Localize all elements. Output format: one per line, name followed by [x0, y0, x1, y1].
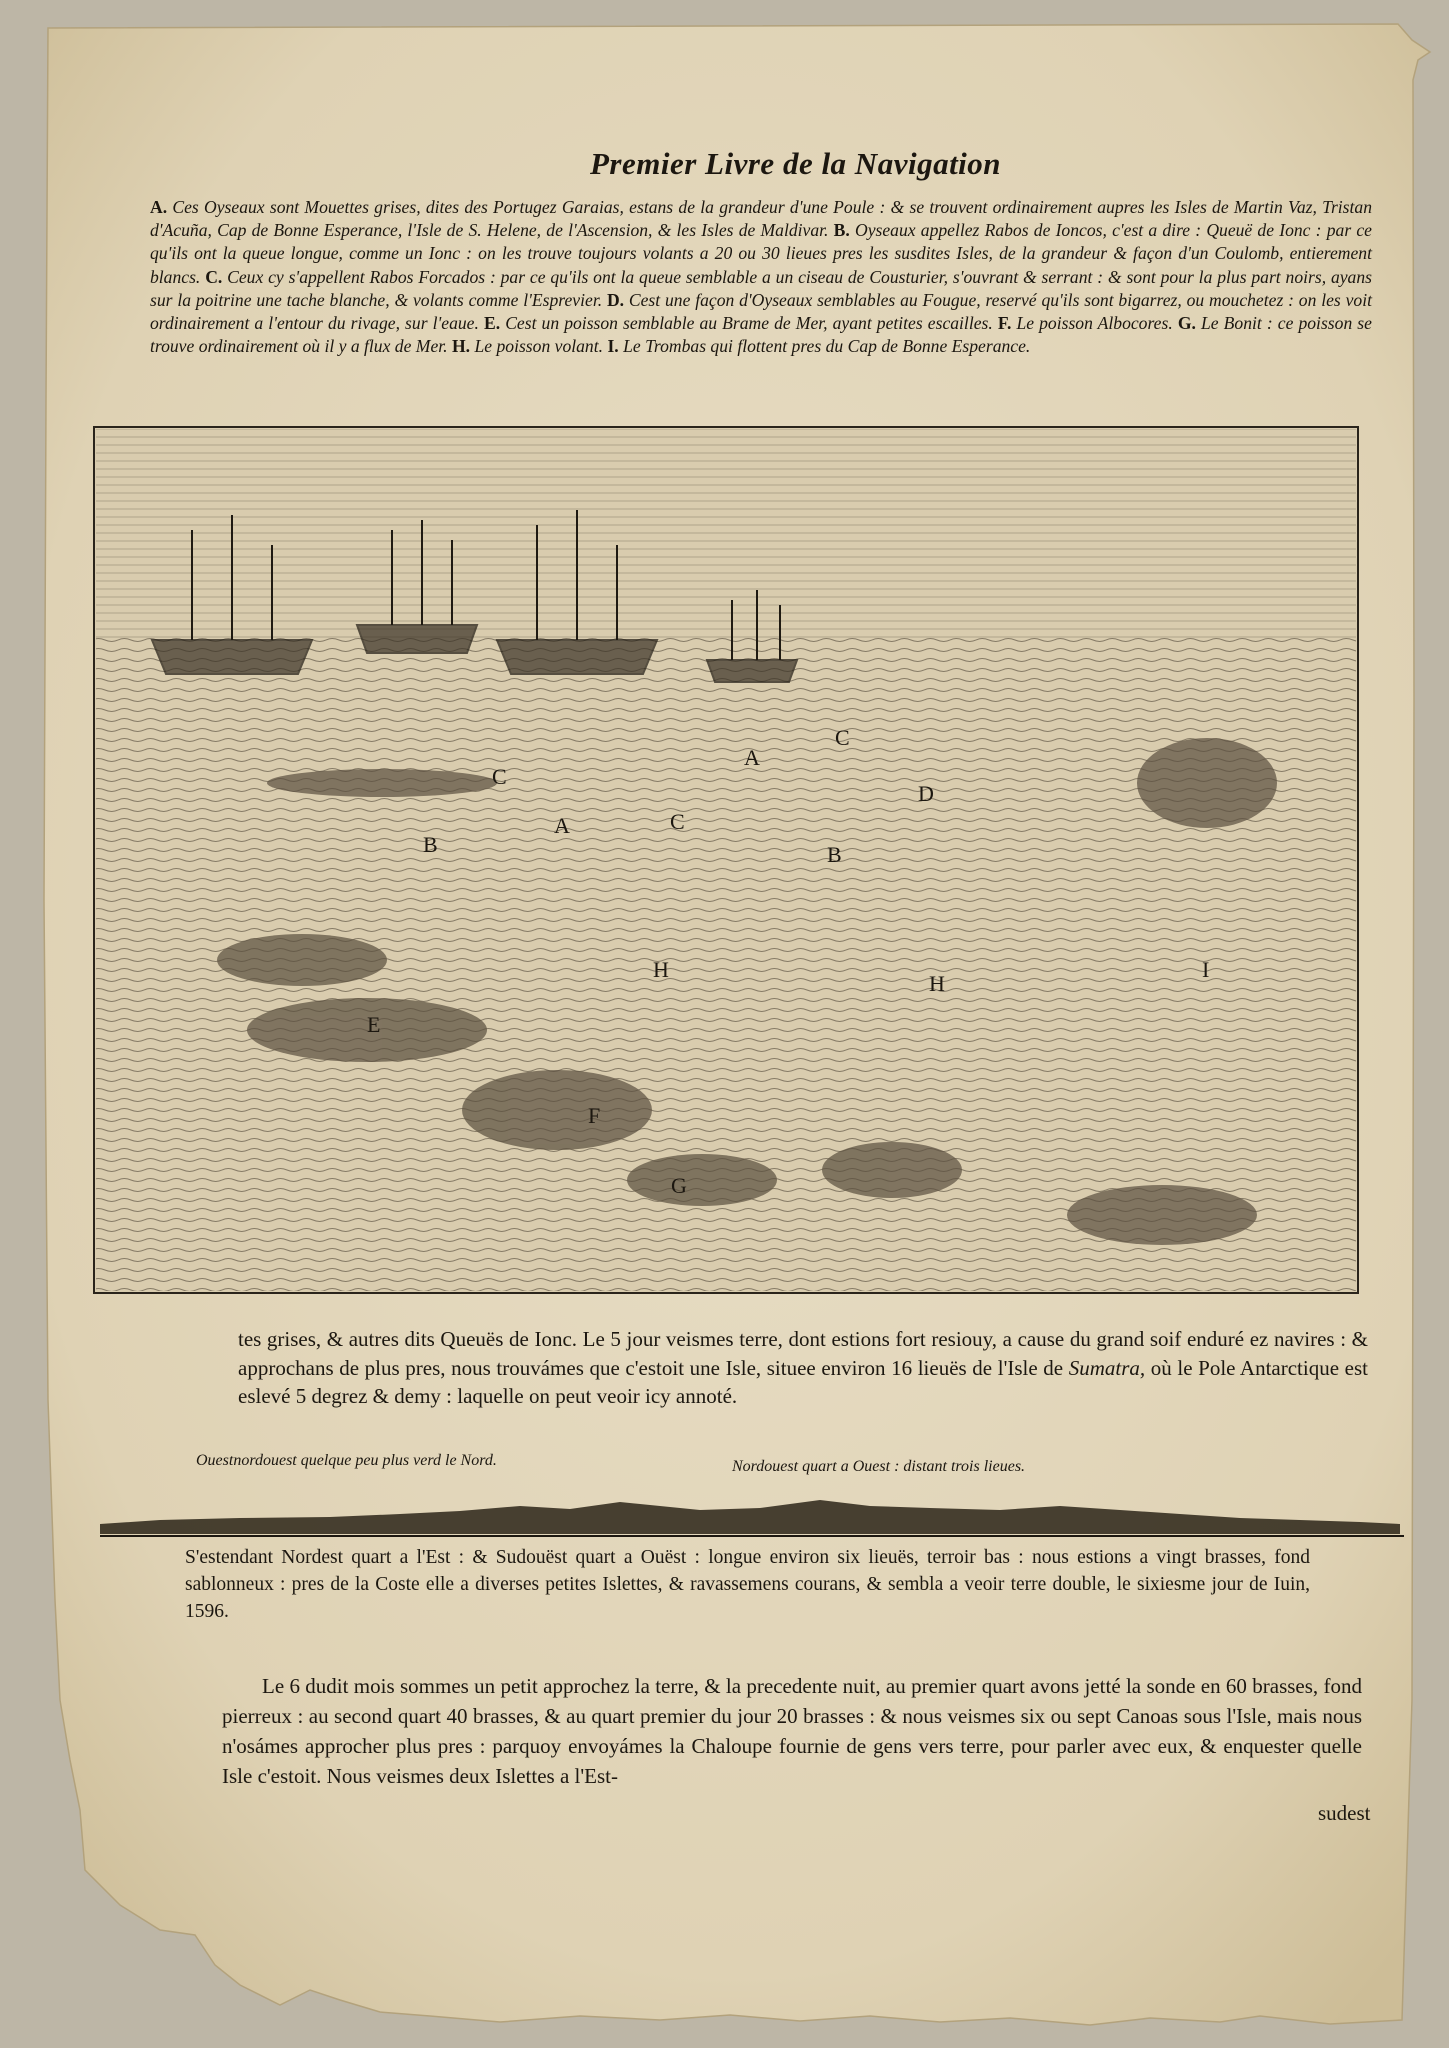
caption-entry: Le Trombas qui flottent pres du Cap de Bonne Esperance. [623, 336, 1031, 357]
caption-letter: D. [606, 289, 625, 310]
caption-entry: Oyseaux appellez Rabos de Ioncos, c'est a dire : Queuë de Ionc : par ce qu'ils ont la queue longue, comme un Ionc : on les trouve toujours volants a 20 ou 30 lieues pres les susdites Isles, de la grandeur & façon d'un Coulomb, entierement blancs. [150, 220, 1372, 287]
plate-letter: E [367, 1012, 381, 1037]
plate-letter: H [653, 957, 669, 982]
plate-letter: D [918, 781, 934, 806]
caption-letter: H. [451, 336, 471, 357]
plate-letter: B [423, 832, 438, 857]
place-name: Sumatra, [1068, 1355, 1146, 1380]
caption-letter: I. [607, 336, 619, 357]
caption-letter: G. [1177, 313, 1196, 334]
body-text: tes grises, & autres dits Queuës de Ionc. Le 5 jour veismes terre, dont estions fort resiouy, a cause du grand soif enduré ez navires : & approchans de plus pres, nous trouvámes que c'estoit une Isle, situee environ 16 lieuës de l'Isle de [238, 1327, 1368, 1380]
caption-letter: E. [483, 313, 501, 334]
caption-letter: C. [205, 266, 223, 287]
body-paragraph-1 [238, 1325, 1368, 1411]
plate-letter: F [588, 1103, 601, 1128]
page-title: Premier Livre de la Navigation [590, 146, 1002, 181]
coast-label-east: Nordouest quart a Ouest : distant trois lieues. [732, 1458, 1026, 1475]
plate-letter: G [671, 1173, 687, 1198]
caption-entry: Le poisson volant. [474, 336, 604, 357]
engraving-plate [92, 425, 1360, 1295]
plate-sky [96, 429, 1356, 639]
plate-letter: A [744, 745, 760, 770]
coast-label-west: Ouestnordouest quelque peu plus verd le Nord. [196, 1452, 497, 1469]
caption-entry: Cest un poisson semblable au Brame de Mer, ayant petites escailles. [505, 313, 993, 334]
caption-entry: Ceux cy s'appellent Rabos Forcados : par ce qu'ils ont la queue semblable a un ciseau de Cousturier, s'ouvrant & serrant : & sont pour la plus part noirs, ayans sur la poitrine une tache blanche, & volants comme l'Esprevier. [150, 266, 1372, 310]
plate-letter: A [554, 813, 570, 838]
caption-entry: Cest une façon d'Oyseaux semblables au Fougue, reservé qu'ils sont bigarrez, ou mouchetez : on les voit ordinairement a l'entour du rivage, sur l'eaue. [150, 289, 1372, 334]
caption-letter: B. [833, 220, 850, 241]
caption-letter: F. [997, 313, 1012, 334]
body-paragraph-3: Le 6 dudit mois sommes un petit approchez la terre, & la precedente nuit, au premier quart avons jetté la sonde en 60 brasses, fond pierreux : au second quart 40 brasses, & au quart premier du jour 20 brasses : & nous veismes six ou sept Canoas sous l'Isle, mais nous n'osámes approcher plus pres : parquoy envoyámes la Chaloupe fournie de gens vers terre, pour parler avec eux, & enquester quelle Isle c'estoit. Nous veismes deux Islettes a l'Est- [222, 1674, 1362, 1788]
legend-caption [150, 196, 1372, 358]
plate-letter: C [670, 809, 685, 834]
caption-entry: Ces Oyseaux sont Mouettes grises, dites des Portugez Garaias, estans de la grandeur d'une Poule : & se trouvent ordinairement aupres les Isles de Martin Vaz, Tristan d'Acuña, Cap de Bonne Esperance, l'Isle de S. Helene, de l'Ascension, & les Isles de Maldivar. [150, 197, 1373, 241]
caption-entry: Le poisson Albocores. [1016, 313, 1173, 334]
body-paragraph-2: S'estendant Nordest quart a l'Est : & Sudouëst quart a Ouëst : longue environ six lieuës, terroir bas : nous estions a vingt brasses, fond sablonneux : pres de la Coste elle a diverses petites Islettes, & ravassemens courans, & sembla a veoir terre double, le sixiesme jour de Iuin, 1596. [185, 1547, 1310, 1622]
plate-letter: I [1202, 957, 1210, 982]
plate-letter: B [827, 842, 842, 867]
caption-letter: A. [150, 197, 168, 217]
caption-entry: Le Bonit : ce poisson se trouve ordinairement où il y a flux de Mer. [150, 313, 1372, 357]
catchword: sudest [1318, 1801, 1371, 1825]
body-text: où le Pole Antarctique est eslevé 5 degrez & demy : laquelle on peut veoir icy annoté. [238, 1355, 1368, 1408]
plate-letter: H [929, 971, 945, 996]
plate-letter: C [492, 764, 507, 789]
plate-letter: C [835, 725, 850, 750]
